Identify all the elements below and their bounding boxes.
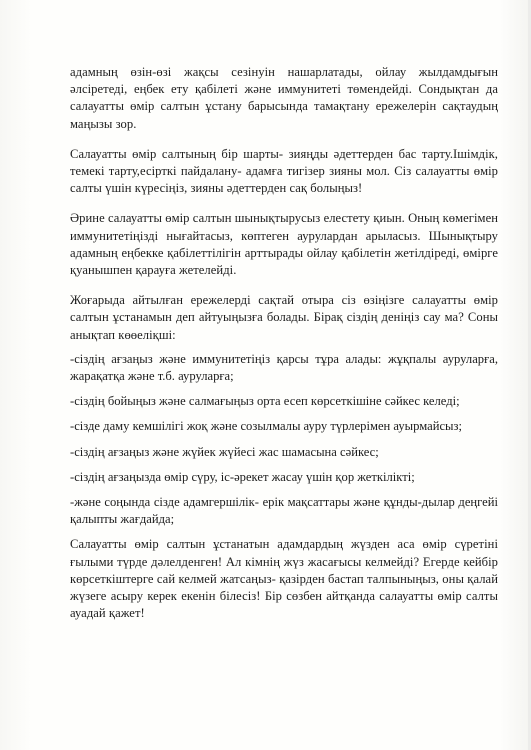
health-criteria-list	[70, 351, 498, 529]
paragraph-health-check: Жоғарыда айтылған ережелерді сақтай отыра сіз өзіңізге салауатты өмір салтын ұстанамын деп айтуыңызға болады. Бірақ сіздің деніңіз сау ма? Соны анықтап көөеліқші:	[70, 293, 498, 342]
list-item: -сіздің ағзаңыз және жүйек жүйесі жас шамасына сәйкес;	[70, 444, 379, 459]
paragraph-closing: Салауатты өмір салтын ұстанатын адамдардың жүзден аса өмір сүретіні ғылыми түрде дәлелденген! Ал кімнің жүз жасағысы келмейді? Егерде кейбір көрсеткіштерге сай келмей жатсаңыз- қазірден бастап талпыныңыз, оны қалай жүзеге асыру керек екенін білесіз! Бір сөзбен айтқанда салауатты өмір салты ауадай қажет!	[70, 537, 498, 621]
list-item: -сіздің ағзаңызда өмір сүру, іс-әрекет жасау үшін қор жеткілікті;	[70, 469, 415, 484]
list-item: -сіздің ағзаңыз және иммунитетіңіз қарсы тұра алады: жұқпалы ауруларға, жарақатқа және т.б. ауруларға;	[70, 351, 498, 384]
list-item: -сізде даму кемшілігі жоқ және созылмалы ауру түрлерімен ауырмайсыз;	[70, 419, 462, 434]
paragraph-nutrition: адамның өзін-өзі жақсы сезінуін нашарлатады, ойлау жылдамдығын әлсіретеді, еңбек ету қабілеті және иммунитеті төмендейді. Сондықтан да салауатты өмір салтын ұстану барысында тамақтану ережелерін сақтаудың маңызы зор.	[70, 65, 498, 131]
document-body	[70, 64, 498, 635]
list-item: -және соңында сізде адамгершілік- ерік мақсаттары және құнды-дылар деңгейі қалыпты жағдайда;	[70, 495, 498, 527]
paragraph-bad-habits: Салауатты өмір салтының бір шарты- зияңды әдеттерден бас тарту.Ішімдік, темекі тарту,есірткі пайдалану- адамға тигізер зияны мол. Сіз салауатты өмір салты үшін күресіңіз, зияны әдеттерден сақ болыңыз!	[70, 146, 498, 196]
paragraph-hardening: Әрине салауатты өмір салтын шынықтырусыз елестету қиын. Оның көмегімен иммунитетіңізді нығайтасыз, көптеген аурулардан арыласыз. Шынықтыру адамның еңбекке қабілеттілігін арттырады ойлау қабілетін жетілдіреді, өмірге қуанышпен қарауға жетелейді.	[70, 211, 498, 278]
list-item: -сіздің бойыңыз және салмағыңыз орта есеп көрсеткішіне сәйкес келеді;	[70, 394, 460, 409]
